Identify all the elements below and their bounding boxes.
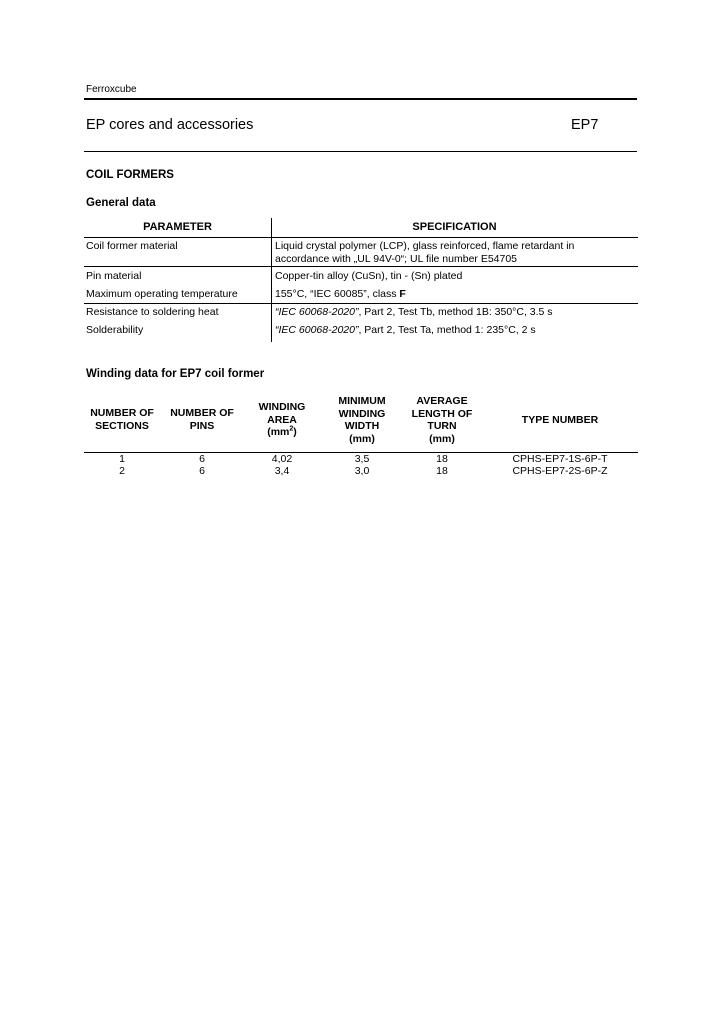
param-cell: Pin material <box>86 270 142 282</box>
table-rule <box>84 237 638 238</box>
header-line: WINDING <box>258 401 306 413</box>
cell-type-number: CPHS-EP7-2S-6P-Z <box>512 465 608 477</box>
col-number-of-pins <box>163 407 241 432</box>
col-average-length-of-turn <box>402 395 482 445</box>
table-rule <box>84 266 638 267</box>
spec-cell: Copper-tin alloy (CuSn), tin - (Sn) plated <box>275 270 463 282</box>
col-specification: SPECIFICATION <box>412 221 497 233</box>
param-cell: Resistance to soldering heat <box>86 306 219 318</box>
cell-sections: 1 <box>119 453 125 465</box>
spec-text: 155°C, “IEC 60085”, class <box>275 288 400 300</box>
col-winding-area <box>246 401 318 439</box>
title-rule <box>84 151 637 152</box>
cell-turn: 18 <box>436 465 448 477</box>
cell-pins: 6 <box>199 465 205 477</box>
winding-data-heading: Winding data for EP7 coil former <box>86 368 265 380</box>
general-data-table <box>84 218 638 236</box>
param-cell: Maximum operating temperature <box>86 288 238 300</box>
spec-class: F <box>399 288 406 300</box>
cell-width: 3,0 <box>354 465 370 477</box>
spec-cell <box>275 288 635 301</box>
general-data-heading: General data <box>86 197 156 209</box>
spec-cell <box>275 324 635 337</box>
table-row <box>84 453 638 465</box>
col-number-of-sections <box>84 407 160 432</box>
table-rule <box>84 303 638 304</box>
header-unit: (mm <box>267 426 290 438</box>
spec-text: , Part 2, Test Ta, method 1: 235°C, 2 s <box>358 324 536 336</box>
header-line: NUMBER OF <box>90 407 154 419</box>
header-line: WINDING <box>338 407 386 420</box>
header-unit-close: ) <box>293 426 297 438</box>
header-line: MINIMUM <box>338 395 386 407</box>
spec-cell <box>275 240 635 265</box>
spec-line: accordance with „UL 94V-0“; UL file number E54705 <box>275 252 518 265</box>
document-code: EP7 <box>571 117 599 133</box>
col-type-number: TYPE NUMBER <box>521 414 599 426</box>
header-line: NUMBER OF <box>170 407 234 419</box>
spec-cell <box>275 306 635 319</box>
col-minimum-winding-width <box>324 395 400 445</box>
header-line: LENGTH OF <box>411 407 473 420</box>
cell-width: 3,5 <box>354 453 370 465</box>
table-row <box>84 465 638 477</box>
document-title: EP cores and accessories <box>86 117 254 133</box>
header-line: AVERAGE <box>416 395 468 407</box>
header-line: PINS <box>189 419 215 432</box>
cell-turn: 18 <box>436 453 448 465</box>
header-line: AREA <box>267 413 297 426</box>
cell-sections: 2 <box>119 465 125 477</box>
header-unit: (mm) <box>349 432 375 445</box>
spec-standard: “IEC 60068-2020” <box>275 306 359 318</box>
spec-standard: “IEC 60068-2020” <box>275 324 359 336</box>
header-unit: (mm) <box>429 432 455 445</box>
section-title: COIL FORMERS <box>86 169 174 181</box>
spec-line: Liquid crystal polymer (LCP), glass reinforced, flame retardant in <box>275 240 575 252</box>
spec-text: , Part 2, Test Tb, method 1B: 350°C, 3.5 s <box>358 306 553 318</box>
param-cell: Solderability <box>86 324 144 336</box>
header-line: SECTIONS <box>95 419 149 432</box>
header-line: TURN <box>427 420 457 432</box>
header-unit-exp: 2 <box>289 425 294 433</box>
general-table-header <box>84 218 638 236</box>
col-parameter: PARAMETER <box>143 221 212 233</box>
header-line: WIDTH <box>344 420 380 432</box>
cell-area: 3,4 <box>274 465 290 477</box>
cell-type-number: CPHS-EP7-1S-6P-T <box>512 453 608 465</box>
cell-pins: 6 <box>199 453 205 465</box>
cell-area: 4,02 <box>271 453 293 465</box>
header-rule <box>84 98 637 100</box>
param-cell: Coil former material <box>86 240 178 252</box>
brand-name: Ferroxcube <box>86 84 137 95</box>
